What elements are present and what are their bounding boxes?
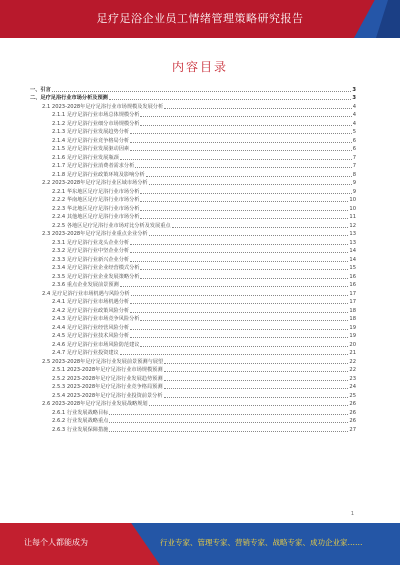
report-title: 足疗足浴企业员工情绪管理策略研究报告 <box>96 12 304 25</box>
toc-leader-dots <box>149 235 349 236</box>
toc-entry-page: 10 <box>349 205 356 212</box>
toc-entry[interactable] <box>30 407 356 416</box>
toc-leader-dots <box>120 286 349 287</box>
toc-entry[interactable] <box>30 246 356 255</box>
toc-entry-label: 2.6.2 行业发展战略重点 <box>52 418 109 424</box>
toc-entry[interactable] <box>30 280 356 289</box>
toc-entry-page: 4 <box>352 112 356 118</box>
toc-leader-dots <box>109 422 348 423</box>
toc-entry[interactable] <box>30 101 356 110</box>
toc-leader-dots <box>164 108 352 109</box>
toc-leader-dots <box>135 167 351 168</box>
toc-entry[interactable] <box>30 212 356 221</box>
toc-entry[interactable] <box>30 288 356 297</box>
toc-entry[interactable] <box>30 93 356 102</box>
toc-leader-dots <box>164 397 349 398</box>
toc-entry-label: 2.4.1 足疗足浴行业市场机遇分析 <box>52 299 130 305</box>
table-of-contents <box>30 84 356 433</box>
toc-leader-dots <box>109 99 352 100</box>
toc-entry-label: 2.1.2 足疗足浴行业细分市场规模分析 <box>52 120 140 127</box>
toc-entry-label: 2.5.2 2023-2028年足疗足浴行业发展趋势预测 <box>52 375 163 382</box>
toc-entry-label: 2.4.6 足疗足浴行业市场风险防范建议 <box>52 341 140 348</box>
toc-entry-page: 15 <box>349 265 356 271</box>
toc-entry-page: 3 <box>352 95 356 101</box>
toc-leader-dots <box>130 244 348 245</box>
toc-leader-dots <box>130 337 348 338</box>
toc-leader-dots <box>164 371 349 372</box>
toc-leader-dots <box>109 414 348 415</box>
toc-entry-page: 5 <box>352 129 356 135</box>
toc-entry-page: 9 <box>352 188 356 195</box>
toc-leader-dots <box>130 312 348 313</box>
toc-leader-dots <box>109 431 348 432</box>
toc-leader-dots <box>140 278 348 279</box>
toc-leader-dots <box>130 303 348 304</box>
toc-entry-page: 19 <box>349 324 356 331</box>
toc-entry-page: 18 <box>349 307 356 314</box>
toc-entry[interactable] <box>30 373 356 382</box>
toc-entry[interactable] <box>30 254 356 263</box>
toc-entry-label: 2.1.7 足疗足浴行业消费者需求分析 <box>52 163 135 169</box>
toc-entry[interactable] <box>30 127 356 136</box>
toc-entry-page: 3 <box>352 86 356 93</box>
toc-entry[interactable] <box>30 144 356 153</box>
toc-leader-dots <box>120 354 349 355</box>
toc-leader-dots <box>149 405 349 406</box>
toc-entry-page: 14 <box>349 256 356 263</box>
toc-entry[interactable] <box>30 297 356 306</box>
toc-entry-label: 一、引言 <box>30 86 51 93</box>
toc-entry-page: 7 <box>352 154 356 161</box>
toc-entry-label: 2.1.1 足疗足浴行业市场总体规模分析 <box>52 112 140 118</box>
toc-entry[interactable] <box>30 220 356 229</box>
toc-leader-dots <box>149 184 352 185</box>
toc-entry-label: 2.3 2023-2028年足疗足浴行业重点企业分析 <box>42 231 148 237</box>
toc-entry-page: 21 <box>349 350 356 356</box>
toc-entry-page: 27 <box>349 426 356 433</box>
toc-entry-label: 2.2.1 华东地区足疗足浴行业市场分析 <box>52 188 140 195</box>
toc-entry-label: 2.1.6 足疗足浴行业发展瓶颈 <box>52 154 119 161</box>
toc-leader-dots <box>130 252 348 253</box>
toc-entry-page: 13 <box>349 239 356 246</box>
toc-entry[interactable] <box>30 110 356 119</box>
footer-banner <box>0 523 400 565</box>
toc-entry[interactable] <box>30 84 356 93</box>
footer-slogan: 让每个人都能成为 <box>24 538 88 547</box>
toc-entry-label: 2.3.5 足疗足浴行业企业发展策略分析 <box>52 273 140 280</box>
toc-entry[interactable] <box>30 169 356 178</box>
toc-entry-page: 17 <box>349 299 356 305</box>
toc-entry[interactable] <box>30 339 356 348</box>
toc-entry[interactable] <box>30 399 356 408</box>
toc-entry-label: 2.3.4 足疗足浴行业企业经营模式分析 <box>52 265 140 271</box>
toc-entry-label: 2.3.2 足疗足浴行业中坚企业分析 <box>52 248 130 254</box>
toc-leader-dots <box>140 193 351 194</box>
toc-entry[interactable] <box>30 365 356 374</box>
toc-entry-page: 13 <box>349 231 356 237</box>
toc-entry-page: 20 <box>349 341 356 348</box>
toc-entry[interactable] <box>30 161 356 170</box>
toc-leader-dots <box>130 142 352 143</box>
toc-entry-page: 10 <box>349 197 356 203</box>
toc-entry-label: 2.4 足疗足浴行业市场机遇与风险分析 <box>42 290 130 297</box>
toc-entry-label: 2.5.4 2023-2028年足疗足浴行业投资前景分析 <box>52 392 163 399</box>
toc-leader-dots <box>164 380 349 381</box>
toc-leader-dots <box>172 227 349 228</box>
toc-entry-label: 2.2.3 华北地区足疗足浴行业市场分析 <box>52 205 140 212</box>
toc-leader-dots <box>164 363 348 364</box>
toc-entry-label: 2.1.8 足疗足浴行业政策环境及影响分析 <box>52 171 145 178</box>
toc-entry[interactable] <box>30 382 356 391</box>
toc-entry[interactable] <box>30 178 356 187</box>
toc-leader-dots <box>140 201 348 202</box>
toc-entry[interactable] <box>30 348 356 357</box>
toc-entry-page: 25 <box>349 392 356 399</box>
toc-leader-dots <box>130 133 352 134</box>
toc-heading: 内容目录 <box>171 60 228 74</box>
toc-entry-label: 2.4.3 足疗足浴行业市场竞争风险分析 <box>52 316 140 322</box>
toc-entry[interactable] <box>30 237 356 246</box>
toc-entry[interactable] <box>30 356 356 365</box>
toc-entry-page: 16 <box>349 273 356 280</box>
toc-entry-label: 2.4.7 足疗足浴行业投资建议 <box>52 350 119 356</box>
toc-entry-label: 2.2.4 其他地区足疗足浴行业市场分析 <box>52 214 140 220</box>
toc-entry-page: 6 <box>352 146 356 152</box>
toc-entry-page: 7 <box>352 163 356 169</box>
toc-leader-dots <box>130 150 352 151</box>
toc-entry-label: 2.6 2023-2028年足疗足浴行业发展战略规划 <box>42 401 148 407</box>
toc-leader-dots <box>131 295 349 296</box>
toc-leader-dots <box>130 329 348 330</box>
toc-entry-label: 2.3.3 足疗足浴行业新兴企业分析 <box>52 256 130 263</box>
toc-entry-page: 26 <box>349 418 356 424</box>
toc-entry-page: 18 <box>349 316 356 322</box>
toc-leader-dots <box>146 176 352 177</box>
toc-entry-label: 二、足疗足浴行业市场分析及预测 <box>30 95 108 101</box>
toc-entry[interactable] <box>30 186 356 195</box>
toc-entry-page: 9 <box>352 180 356 186</box>
toc-entry-label: 2.6.1 行业发展战略目标 <box>52 409 109 416</box>
toc-entry[interactable] <box>30 229 356 238</box>
toc-leader-dots <box>140 346 348 347</box>
toc-entry-page: 12 <box>349 222 356 229</box>
toc-entry[interactable] <box>30 390 356 399</box>
toc-entry-label: 2.5 2023-2028年足疗足浴行业发展前景预测与展望 <box>42 358 164 365</box>
toc-leader-dots <box>52 91 352 92</box>
toc-entry-page: 19 <box>349 333 356 339</box>
toc-entry-label: 2.4.2 足疗足浴行业政策风险分析 <box>52 307 130 314</box>
toc-entry-label: 2.2.2 华南地区足疗足浴行业市场分析 <box>52 197 140 203</box>
toc-entry-label: 2.6.3 行业发展保障措施 <box>52 426 109 433</box>
toc-leader-dots <box>140 320 348 321</box>
toc-entry[interactable] <box>30 263 356 272</box>
toc-entry[interactable] <box>30 305 356 314</box>
toc-entry[interactable] <box>30 322 356 331</box>
toc-entry-page: 26 <box>349 401 356 407</box>
toc-entry-label: 2.2 2023-2028年足疗足浴行业区域市场分析 <box>42 180 148 186</box>
toc-leader-dots <box>164 388 349 389</box>
toc-entry-page: 17 <box>349 290 356 297</box>
toc-entry-label: 2.4.4 足疗足浴行业经营风险分析 <box>52 324 130 331</box>
toc-leader-dots <box>140 125 351 126</box>
toc-entry-label: 2.1.3 足疗足浴行业发展趋势分析 <box>52 129 130 135</box>
toc-entry[interactable] <box>30 271 356 280</box>
toc-entry-page: 16 <box>349 282 356 288</box>
toc-leader-dots <box>140 269 348 270</box>
toc-entry-page: 14 <box>349 248 356 254</box>
toc-entry-page: 4 <box>352 120 356 127</box>
toc-entry[interactable] <box>30 416 356 425</box>
toc-entry-label: 2.4.5 足疗足浴行业技术风险分析 <box>52 333 130 339</box>
toc-entry-page: 8 <box>352 171 356 178</box>
toc-entry[interactable] <box>30 314 356 323</box>
toc-entry-label: 2.3.1 足疗足浴行业龙头企业分析 <box>52 239 130 246</box>
toc-entry-label: 2.5.1 2023-2028年足疗足浴行业市场规模预测 <box>52 367 163 373</box>
toc-entry-page: 22 <box>349 367 356 373</box>
toc-entry-label: 2.3.6 重点企业发展前景预测 <box>52 282 119 288</box>
toc-entry-page: 24 <box>349 384 356 390</box>
toc-leader-dots <box>120 159 352 160</box>
toc-entry[interactable] <box>30 195 356 204</box>
toc-entry-label: 2.1 2023-2028年足疗足浴行业市场规模及发展分析 <box>42 103 164 110</box>
toc-leader-dots <box>140 218 348 219</box>
toc-entry-page: 23 <box>349 375 356 382</box>
toc-entry[interactable] <box>30 152 356 161</box>
toc-entry-label: 2.1.4 足疗足浴行业竞争格局分析 <box>52 137 130 144</box>
toc-entry-page: 22 <box>349 358 356 365</box>
toc-entry-label: 2.5.3 2023-2028年足疗足浴行业竞争格局预测 <box>52 384 163 390</box>
toc-entry[interactable] <box>30 203 356 212</box>
footer-roles: 行业专家、管理专家、营销专家、战略专家、成功企业家…… <box>160 538 363 547</box>
toc-entry[interactable] <box>30 118 356 127</box>
toc-leader-dots <box>140 210 348 211</box>
toc-entry-page: 11 <box>349 214 356 220</box>
toc-entry[interactable] <box>30 331 356 340</box>
toc-entry-page: 4 <box>352 103 356 110</box>
toc-entry-page: 6 <box>352 137 356 144</box>
page-number: 1 <box>350 511 354 517</box>
toc-entry[interactable] <box>30 135 356 144</box>
toc-entry-label: 2.1.5 足疗足浴行业发展驱动因素 <box>52 146 130 152</box>
toc-leader-dots <box>140 116 351 117</box>
toc-entry[interactable] <box>30 424 356 433</box>
toc-entry-page: 26 <box>349 409 356 416</box>
toc-entry-label: 2.2.5 各地区足疗足浴行业市场对比分析及发展重点 <box>52 222 171 229</box>
header-banner <box>0 0 400 38</box>
toc-leader-dots <box>130 261 348 262</box>
